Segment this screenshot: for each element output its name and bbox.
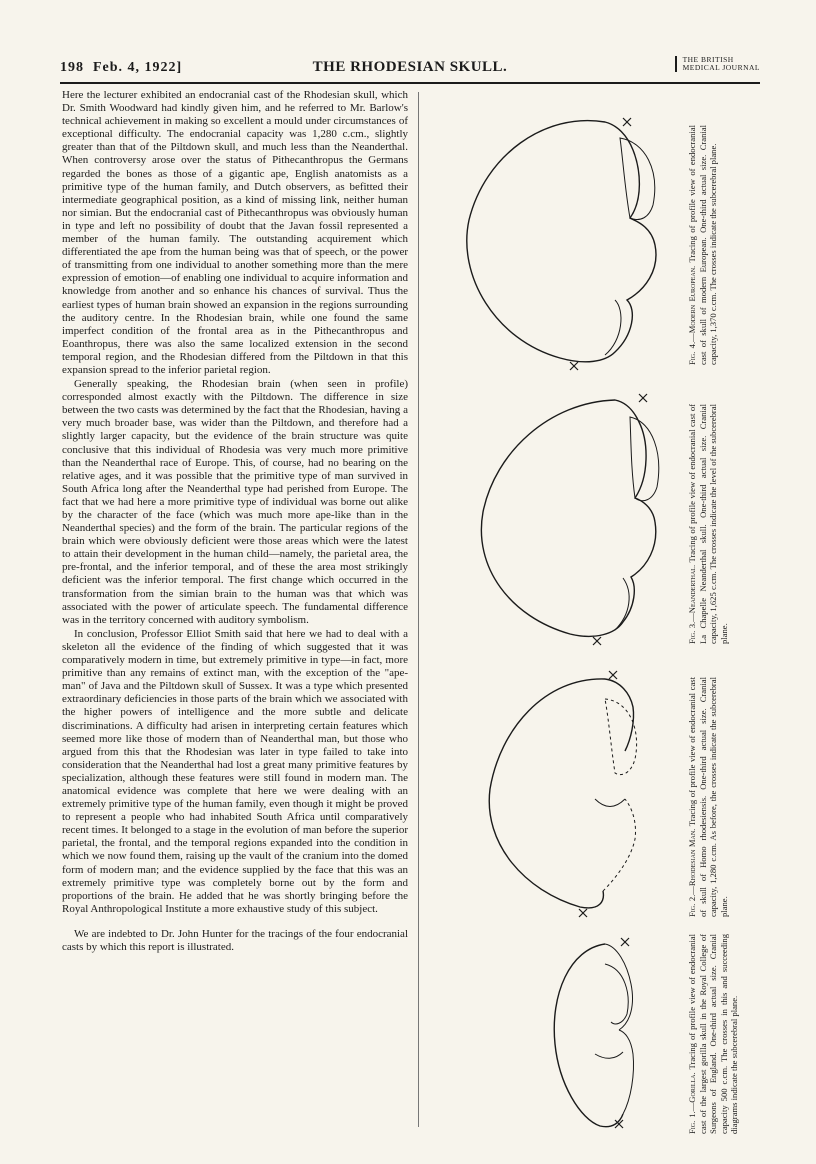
figure-1-gorilla <box>455 934 755 1134</box>
article-text <box>62 89 408 955</box>
issue-date: Feb. 4, 1922] <box>93 60 183 75</box>
figure-3-caption <box>687 404 729 644</box>
figure-1-label: Fig. 1.—Gorilla. <box>687 1072 697 1134</box>
paragraph-2: Generally speaking, the Rhodesian brain (when seen in profile) corresponded almost exactly with the Piltdown. The difference in size between the two casts was determined by the fact that the Rhodesian, having a very much broader base, was wider than the Piltdown, and therefore had a slightly larger capacity, but the evidence of the brain structure was quite conclusive that this individual of Rhodesia was very much more primitive than the Neanderthal race of Europe. This, of course, had no bearing on the relative ages, and it was possible that the primitive type of man survived in South Africa long after the Neanderthal type had perished from Europe. The fact that we had here a more primitive type of individual was borne out alike by the character of the face (which was much more ape-like than in the Neanderthal species) and the form of the brain. The particular regions of the brain which were obviously deficient were those areas which were the latest to attain their development in the human child—namely, the parietal area, the pre-frontal, and the inferior temporal, and of these the area most strikingly deficient was the inferior temporal. The first change which occurred in the transformation from the simian brain to the human was that which was associated with the power of articulate speech. The fundamental difference was in the territory concerned with auditory symbolism. <box>62 378 408 626</box>
paragraph-3: In conclusion, Professor Elliot Smith said that here we had to deal with a skeleton all the evidence of the finding of which suggested that it was comparatively modern in time, but extremely primitive in type—in fact, more primitive than any remains of extinct man, with the exception of the "ape-man" of Java and the Piltdown skull of Sussex. It was a type which presented extraordinary deficiencies in those parts of the brain which we associated with the higher powers of intelligence and the more subtle and delicate discriminations. A difficulty had arisen in interpreting certain features which seemed more like those of modern than of Neanderthal man, but those who argued from this that the Rhodesian was later in type failed to take into consideration that the Neanderthal had lost a great many primitive features by specialization, although these features were still found in modern man. The anatomical evidence was complete that here we were dealing with an extremely primitive type of the human family, even though it might be proved to represent a people who had inhabited South Africa until comparatively recent times. It belonged to a stage in the evolution of man before the superior parietal, the frontal, and the temporal regions expanded into the condition in which we now found them, raising up the vault of the cranium into the domed form of modern man; and the evidence supplied by the face that this was an extremely primitive type was completely borne out by the form and proportions of the brain. He added that he was shortly bringing before the Royal Anthropological Institute a more exhaustive study of this subject. <box>62 627 408 915</box>
journal-name-line1: THE BRITISH <box>682 55 734 64</box>
journal-name-line2: MEDICAL JOURNAL <box>682 63 760 72</box>
page-header <box>60 55 760 80</box>
figure-3-label: Fig. 3.—Neanderthal. <box>687 564 697 644</box>
figure-1-text: Tracing of profile view of endocranial cast of the largest gorilla skull in the Royal College of Surgeons of England. One-third actual size. Cranial capacity 500 c.cm. The crosses in this and succeeding diagrams indicate the subcerebral plane. <box>687 934 739 1134</box>
figure-1-caption <box>687 934 740 1134</box>
endocast-tracing-fig3 <box>455 382 675 652</box>
figure-4-label: Fig. 4.—Modern European. <box>687 265 697 365</box>
column-divider <box>418 92 419 1127</box>
figure-2-rhodesian-man <box>455 659 755 924</box>
figure-2-caption <box>687 677 729 917</box>
figure-3-neanderthal <box>455 382 755 652</box>
figure-2-text: Tracing of profile view of endocranial cast of skull of Homo rhodesiensis. One-third actual size. Cranial capacity, 1,280 c.cm. As before, the crosses indicate the subcerebral plane. <box>687 676 729 917</box>
journal-name <box>675 56 760 72</box>
figure-4-modern-european <box>455 100 755 375</box>
figure-3-text: Tracing of profile view of endocranial cast of La Chapelle Neanderthal skull. One-third actual size. Cranial capacity, 1,625 c.cm. The crosses indicate the level of the subcerebral plane. <box>687 404 729 644</box>
running-title: THE RHODESIAN SKULL. <box>312 59 508 75</box>
endocast-tracing-fig2 <box>455 659 675 924</box>
figure-column <box>425 84 760 1134</box>
figure-2-label: Fig. 2.—Rhodesian Man. <box>687 828 697 917</box>
paragraph-1: Here the lecturer exhibited an endocranial cast of the Rhodesian skull, which Dr. Smith Woodward had kindly given him, and he referred to Mr. Barlow's technical achievement in making so excellent a mould under circumstances of exceptional difficulty. The endocranial capacity was 1,280 c.cm., slightly greater than that of the Piltdown skull, and much less than the Neanderthal. When controversy arose over the status of Pithecanthropus the Germans regarded the bones as those of a gigantic ape, English anatomists as a primitive type of the human family, and Dutch observers, as befitted their intermediate geographical position, as a kind of missing link, neither human nor simian. But the endocranial cast of Pithecanthropus was obviously human in type and left no possibility of doubt that the Javan fossil represented a member of the human family. The outstanding acquirement which differentiated the ape from the human being was that of speech, or the power of transmitting from one individual to another something more than the mere expression of emotion—of enabling one individual to acquire information and knowledge from another and so enhance his chances of survival. Thus the earliest types of human brain showed an expansion in the regions surrounding the auditory centre. In the Rhodesian brain, while one found the same imperfect condition of the frontal area as in the Pithecanthropus and Eoanthropus, there was also the same localized extension in the second temporal region, and the Rhodesian differed from the Piltdown in that this expansion spread to the inferior parietal region. <box>62 89 408 376</box>
figure-4-caption <box>687 125 719 365</box>
acknowledgement: We are indebted to Dr. John Hunter for the tracings of the four endocranial casts by which this report is illustrated. <box>62 927 408 953</box>
figure-4-text: Tracing of profile view of endocranial cast of skull of modern European. One-third actual size. Cranial capacity, 1,370 c.cm. The crosses indicate the subcerebral plane. <box>687 125 718 365</box>
endocast-tracing-fig4 <box>455 100 675 375</box>
page-number: 198 <box>60 60 84 75</box>
endocast-tracing-fig1 <box>455 934 675 1134</box>
